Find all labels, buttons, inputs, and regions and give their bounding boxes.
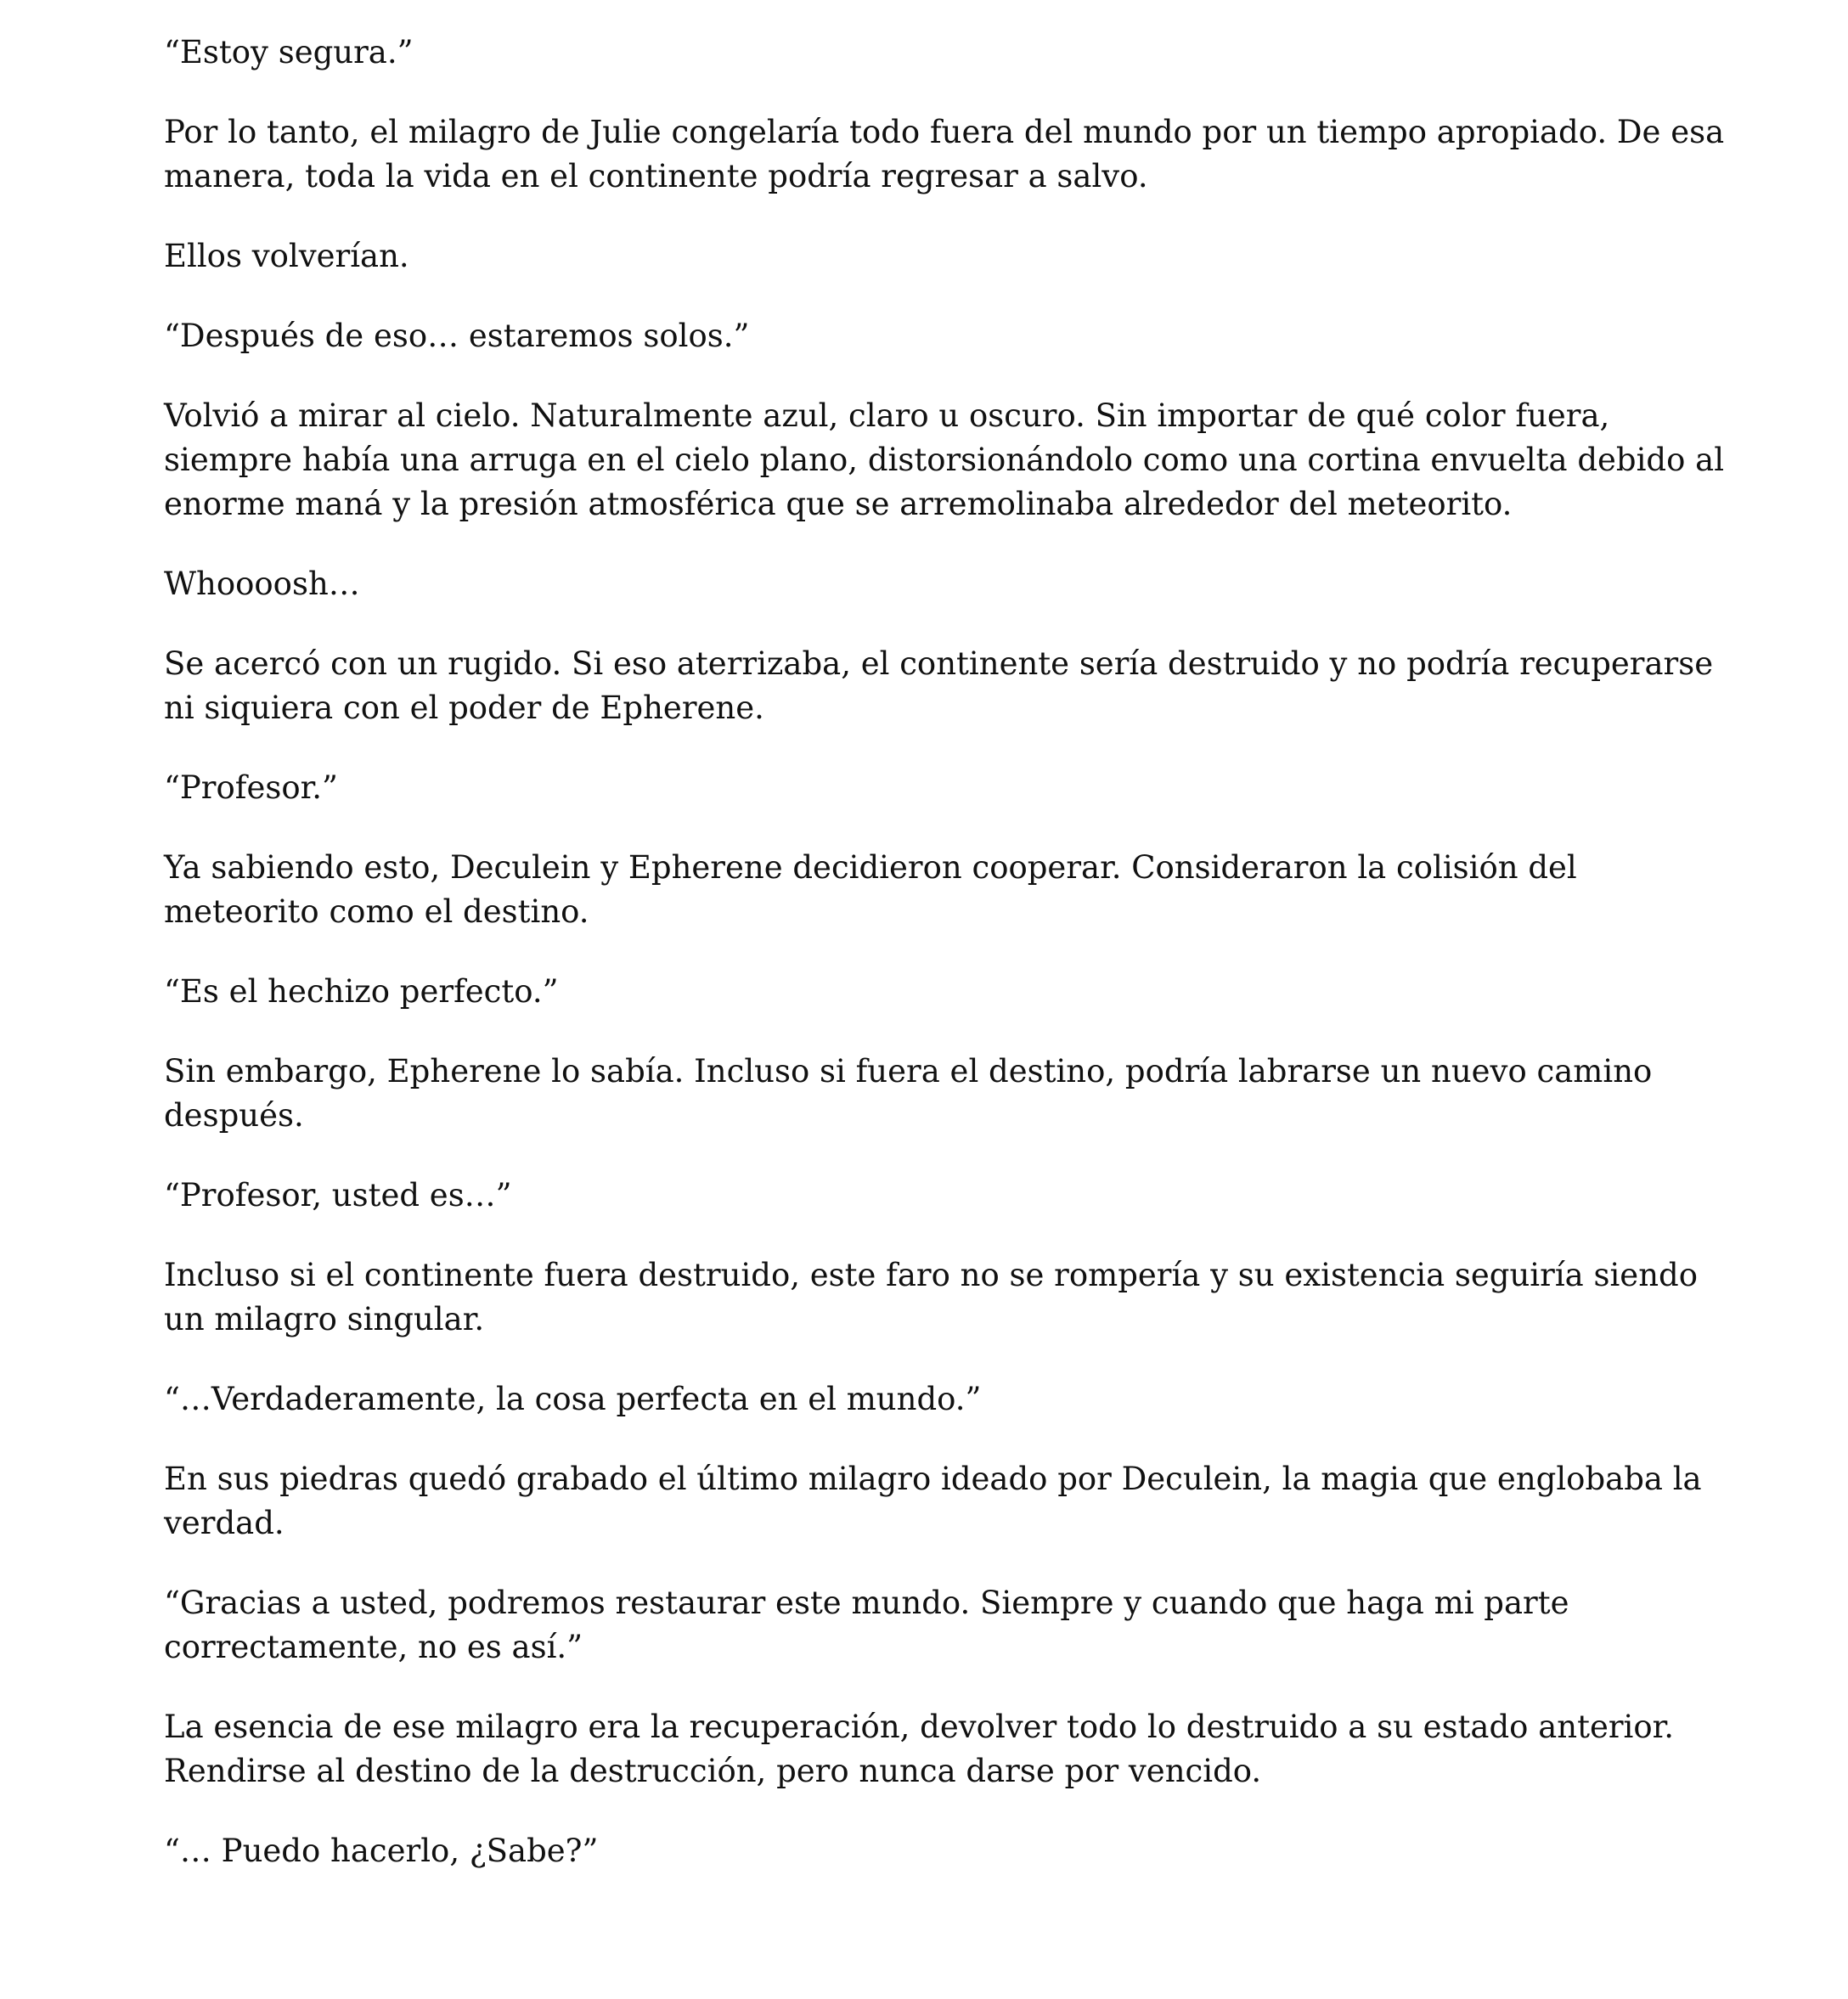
narration-paragraph: Se acercó con un rugido. Si eso aterrizaba, el continente sería destruido y no podría recuperarse ni siquiera con el poder de Epherene. xyxy=(164,645,1714,726)
narration-paragraph: Volvió a mirar al cielo. Naturalmente azul, claro u oscuro. Sin importar de qué color fuera, siempre había una arruga en el cielo plano, distorsionándolo como una cortina envuelta debido al enorme maná y la presión atmosférica que se arremolinaba alrededor del meteorito. xyxy=(164,397,1725,522)
document-page xyxy=(164,31,1735,1909)
dialogue-line: “Después de eso… estaremos solos.” xyxy=(164,318,750,354)
dialogue-line: “… Puedo hacerlo, ¿Sabe?” xyxy=(164,1833,599,1869)
narration-paragraph: Ellos volverían. xyxy=(164,238,409,274)
dialogue-line: “…Verdaderamente, la cosa perfecta en el mundo.” xyxy=(164,1381,982,1417)
narration-paragraph: Incluso si el continente fuera destruido, este faro no se rompería y su existencia seguiría siendo un milagro singular. xyxy=(164,1257,1698,1337)
dialogue-line: “Estoy segura.” xyxy=(164,34,414,70)
dialogue-line: “Gracias a usted, podremos restaurar este mundo. Siempre y cuando que haga mi parte correctamente, no es así.” xyxy=(164,1585,1569,1665)
narration-paragraph: Por lo tanto, el milagro de Julie congelaría todo fuera del mundo por un tiempo apropiado. De esa manera, toda la vida en el continente podría regresar a salvo. xyxy=(164,114,1725,194)
sound-effect-line: Whoooosh… xyxy=(164,566,360,602)
narration-paragraph: La esencia de ese milagro era la recuperación, devolver todo lo destruido a su estado anterior. Rendirse al destino de la destrucción, pero nunca darse por vencido. xyxy=(164,1709,1675,1789)
dialogue-line: “Profesor.” xyxy=(164,769,338,806)
narration-paragraph: En sus piedras quedó grabado el último milagro ideado por Deculein, la magia que englobaba la verdad. xyxy=(164,1461,1702,1541)
narration-paragraph: Sin embargo, Epherene lo sabía. Incluso si fuera el destino, podría labrarse un nuevo camino después. xyxy=(164,1053,1653,1134)
narration-paragraph: Ya sabiendo esto, Deculein y Epherene decidieron cooperar. Consideraron la colisión del meteorito como el destino. xyxy=(164,849,1577,930)
dialogue-line: “Es el hechizo perfecto.” xyxy=(164,973,559,1010)
dialogue-line: “Profesor, usted es…” xyxy=(164,1177,512,1213)
